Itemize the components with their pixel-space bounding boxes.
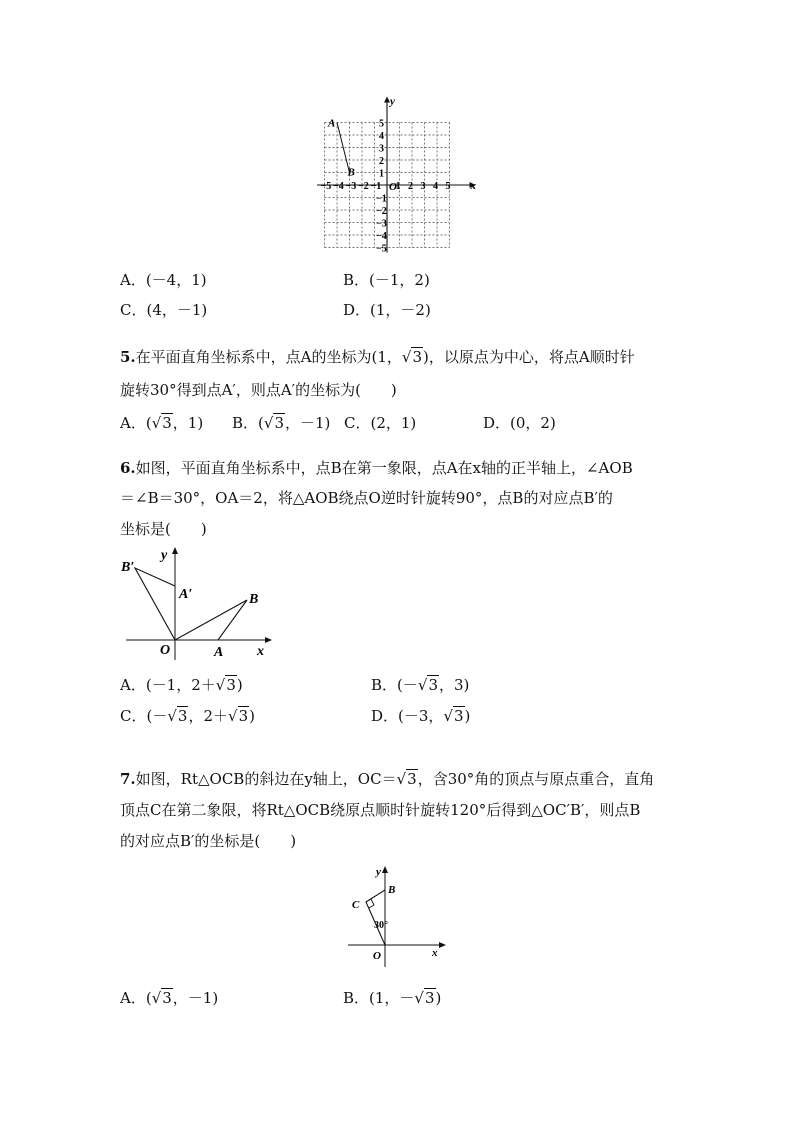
q6-stem-text: 如图，平面直角坐标系中，点B在第一象限，点A在x轴的正半轴上，∠AOB [135, 459, 633, 477]
q4-x-tick-label: −4 [333, 181, 344, 192]
q4-y-tick-label: −3 [376, 218, 387, 230]
q5-option-c[interactable]: C．(2，1) [344, 414, 417, 432]
q7-x-arrow-icon [439, 942, 446, 948]
q7-stem-line2: 顶点C在第二象限，将Rt△OCB绕原点顺时针旋转120°后得到△OC′B′，则点B [120, 801, 641, 819]
q6-option-d-post: ) [464, 707, 471, 725]
q7-option-a-sqrt: 3 [162, 989, 172, 1007]
q6-option-d[interactable]: D．(－3，√3) [371, 707, 471, 725]
q4-x-axis-label: x [470, 180, 476, 192]
q6-option-a[interactable]: A．(－1，2＋√3) [120, 676, 243, 694]
q4-option-c[interactable]: C．(4，－1) [120, 301, 208, 319]
q4-point-a-label: A [328, 117, 336, 130]
q6-number: 6. [120, 459, 136, 477]
q7-option-b[interactable]: B．(1，－√3) [343, 989, 442, 1007]
q4-x-tick-label: −2 [358, 181, 369, 192]
q6-label-a-prime: A′ [179, 587, 193, 602]
q6-stem-line1 [120, 458, 633, 478]
q7-triangle-ocb [366, 890, 385, 945]
q4-option-a[interactable]: A．(－4，1) [120, 271, 207, 289]
q6-label-a: A [214, 645, 224, 660]
q7-option-b-sqrt: 3 [424, 989, 435, 1007]
q7-stem-text-a: 如图，Rt△OCB的斜边在y轴上，OC＝ [135, 770, 397, 788]
q6-option-a-sqrt: 3 [226, 676, 236, 694]
q5-stem-line2: 旋转30°得到点A′，则点A′的坐标为( ) [120, 381, 397, 399]
q5-option-b-post: ，－1) [285, 414, 331, 432]
q6-option-b-post: ，3) [439, 676, 470, 694]
q7-label-c: C [352, 899, 360, 911]
q5-option-b-sqrt: 3 [274, 414, 284, 432]
q4-x-tick-label: −5 [320, 181, 332, 192]
q6-option-c-mid: ，2＋ [188, 707, 228, 725]
q5-stem-text-b: )，以原点为中心，将点A顺时针 [423, 348, 635, 366]
q5-option-a-pre: A．( [120, 414, 152, 432]
q7-stem-line3: 的对应点B′的坐标是( ) [120, 832, 297, 850]
q4-grid-figure [310, 95, 485, 260]
q6-option-c-post: ) [249, 707, 255, 725]
q4-x-tick-label: 3 [420, 181, 426, 192]
q7-y-arrow-icon [382, 866, 388, 873]
q6-label-b-prime: B′ [121, 560, 135, 575]
q4-y-tick-label: −2 [376, 206, 387, 217]
q5-option-d[interactable]: D．(0，2) [483, 414, 556, 432]
q7-label-o: O [373, 950, 381, 962]
q4-segment-ab [337, 123, 350, 173]
q4-option-d[interactable]: D．(1，－2) [343, 301, 431, 319]
q4-x-tick-label: 5 [445, 181, 451, 192]
q4-y-tick-label: −1 [376, 193, 387, 205]
q4-tick-labels [321, 119, 451, 255]
q4-y-tick-label: −4 [376, 231, 387, 242]
q7-right-angle-mark [369, 899, 374, 908]
q4-axes [317, 97, 476, 253]
q5-option-a-post: ，1) [172, 414, 204, 432]
q7-label-y: y [376, 866, 381, 878]
q5-option-a-sqrt: 3 [162, 414, 172, 432]
q6-stem-line3: 坐标是( ) [120, 520, 207, 538]
q6-option-d-pre: D．(－3， [371, 707, 444, 725]
q6-triangle-aob [175, 600, 247, 640]
q6-option-a-pre: A．(－1，2＋ [120, 676, 216, 694]
q7-sqrt: 3 [407, 770, 417, 788]
q6-option-b-pre: B．(－ [371, 676, 418, 694]
q7-number: 7. [120, 770, 136, 788]
q6-stem-line2: ＝∠B＝30°，OA＝2，将△AOB绕点O逆时针旋转90°，点B的对应点B′的 [120, 489, 613, 507]
q4-x-tick-label: −1 [370, 181, 382, 192]
q5-number: 5. [120, 348, 136, 366]
q6-figure [118, 545, 278, 665]
q6-x-arrow-icon [265, 637, 272, 643]
q7-option-a-post: ，－1) [172, 989, 219, 1007]
q7-label-b: B [388, 884, 396, 896]
q6-option-c[interactable]: C．(－√3，2＋√3) [120, 707, 255, 725]
q4-y-tick-label: 4 [379, 131, 384, 142]
q7-option-a-pre: A．( [120, 989, 152, 1007]
q4-y-tick-label: −5 [376, 243, 387, 255]
q5-stem-text-a: 在平面直角坐标系中，点A的坐标为(1， [135, 348, 402, 366]
q6-option-b-sqrt: 3 [428, 676, 438, 694]
q7-label-angle: 30° [374, 920, 388, 931]
q6-label-x: x [257, 644, 264, 659]
q6-y-arrow-icon [172, 547, 178, 554]
q4-x-tick-label: 2 [408, 181, 413, 192]
q6-option-b[interactable]: B．(－√3，3) [371, 676, 470, 694]
q6-label-b: B [249, 592, 259, 607]
q6-label-o: O [160, 643, 171, 658]
q6-option-c-sqrt2: 3 [238, 707, 249, 725]
q7-option-b-post: ) [435, 989, 442, 1007]
q5-sqrt: 3 [412, 348, 423, 366]
q7-label-x: x [432, 947, 438, 959]
q4-point-b-label: B [347, 166, 355, 179]
q4-y-axis-label: y [390, 95, 395, 108]
q7-option-a[interactable]: A．(√3，－1) [120, 989, 219, 1007]
q4-origin-label: O [389, 181, 397, 193]
q6-option-c-sqrt: 3 [177, 707, 188, 725]
q4-y-tick-label: 1 [379, 168, 384, 180]
q7-stem-line1: 7.如图，Rt△OCB的斜边在y轴上，OC＝√3，含30°角的顶点与原点重合，直角 [120, 770, 655, 788]
q4-y-tick-label: 2 [379, 156, 384, 167]
q7-option-b-pre: B．(1，－ [343, 989, 415, 1007]
q6-option-d-sqrt: 3 [454, 707, 464, 725]
q6-option-a-post: ) [236, 676, 243, 694]
q5-stem-line1: 5.在平面直角坐标系中，点A的坐标为(1，√3)，以原点为中心，将点A顺时针 [120, 348, 635, 366]
q5-option-b[interactable]: B．(√3，－1) [232, 414, 331, 432]
q6-label-y: y [161, 548, 168, 563]
q4-x-tick-label: −3 [345, 181, 357, 192]
q4-x-tick-label: 4 [433, 181, 438, 192]
q5-option-b-pre: B．( [232, 414, 264, 432]
q4-x-tick-label: 1 [395, 181, 401, 192]
q6-triangle-rotated [135, 568, 175, 640]
q5-option-a[interactable]: A．(√3，1) [120, 414, 204, 432]
q6-option-c-pre: C．(－ [120, 707, 168, 725]
q7-figure [343, 862, 453, 972]
q4-option-b[interactable]: B．(－1，2) [343, 271, 430, 289]
q4-y-tick-label: 5 [379, 118, 384, 130]
q7-stem-text-b: ，含30°角的顶点与原点重合，直角 [417, 770, 655, 788]
q4-y-tick-label: 3 [379, 143, 384, 155]
